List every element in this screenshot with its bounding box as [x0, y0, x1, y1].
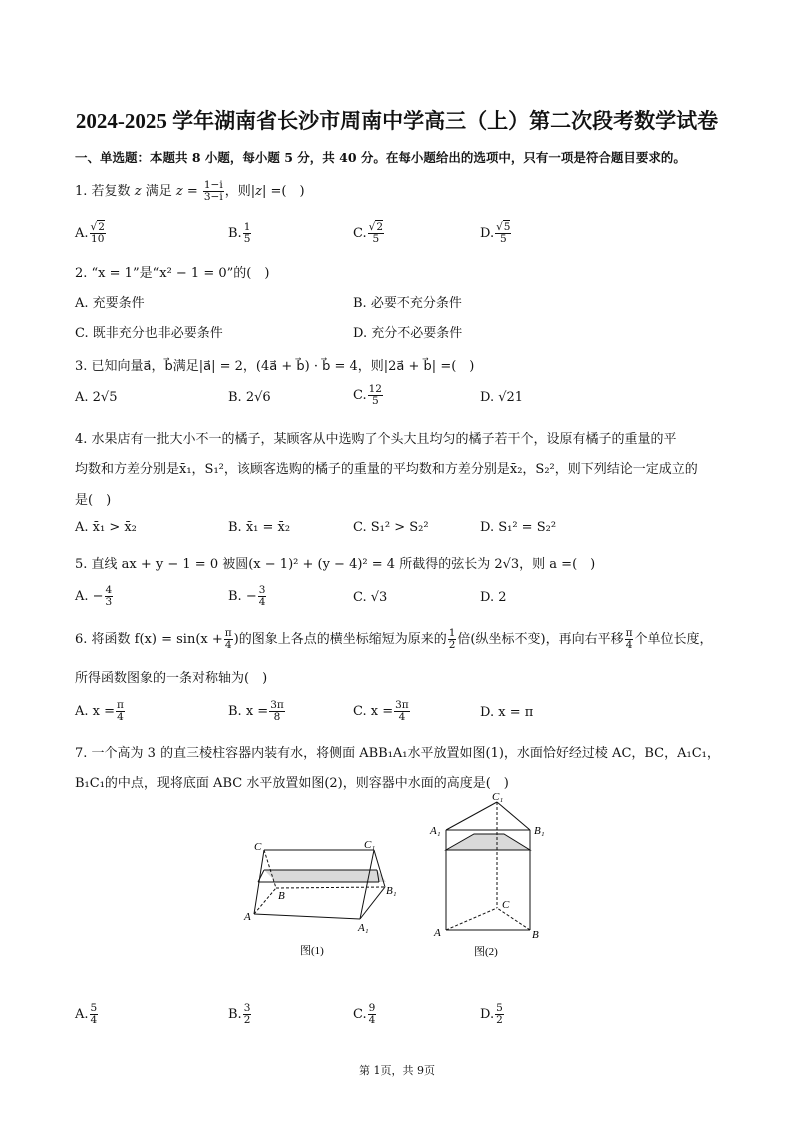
q3-option-d[interactable]: D. √21: [480, 390, 524, 405]
section-heading: 一、单选题：本题共 8 小题，每小题 5 分，共 40 分。在每小题给出的选项中，只有一项是符合题目要求的。: [75, 150, 686, 165]
q3-option-b[interactable]: B. 2√6: [228, 390, 271, 405]
q3-stem: 3. 已知向量a⃗，b⃗满足|a⃗| = 2，(4a⃗ + b⃗) · b⃗ = 4，则|2a⃗ + b⃗| =( ): [75, 359, 475, 374]
q2-stem: 2. “x = 1”是“x² − 1 = 0”的( ): [75, 266, 270, 281]
q1-option-a[interactable]: A. $\frac{√2}{10}$: [75, 221, 105, 245]
fig1-label-B: B: [278, 890, 285, 902]
q6-option-a[interactable]: A. x = $\frac{\pi}{4}$: [75, 699, 124, 723]
q4-option-a[interactable]: A. x̄₁ > x̄₂: [75, 520, 137, 535]
q3-option-a[interactable]: A. 2√5: [75, 390, 118, 405]
figure-2-prism: [426, 790, 556, 962]
q2-option-a[interactable]: A. 充要条件: [75, 296, 145, 311]
figure-1-prism: [236, 836, 406, 966]
q4-option-c[interactable]: C. S₁² > S₂²: [353, 520, 429, 535]
q4-line3: 是( ): [75, 493, 112, 508]
fig1-label-C1: C₁: [364, 839, 376, 851]
q5-stem: 5. 直线 ax + y − 1 = 0 被圆(x − 1)² + (y − 4)² = 4 所截得的弦长为 2√3，则 a =( ): [75, 557, 596, 572]
fig2-label-B: B: [532, 929, 539, 941]
fig1-label-B1: B₁: [386, 885, 397, 897]
q4-line2: 均数和方差分别是x̄₁，S₁²，该顾客选购的橘子的重量的平均数和方差分别是x̄₂，S₂²，则下列结论一定成立的: [75, 462, 698, 477]
q3-option-c[interactable]: C. $\frac{12}{5}$: [353, 383, 382, 407]
q6-option-c[interactable]: C. x = $\frac{3\pi}{4}$: [353, 699, 409, 723]
fig2-caption: 图(2): [474, 946, 498, 958]
fig1-caption: 图(1): [300, 945, 324, 957]
q5-option-d[interactable]: D. 2: [480, 590, 507, 605]
q7-option-c[interactable]: C. $\frac{9}{4}$: [353, 1002, 376, 1026]
q2-option-b[interactable]: B. 必要不充分条件: [353, 296, 462, 311]
q1-option-b[interactable]: B. $\frac{1}{5}$: [228, 221, 251, 245]
fig2-label-C1: C₁: [492, 791, 504, 803]
q7-option-a[interactable]: A. $\frac{5}{4}$: [75, 1002, 98, 1026]
fig2-water-surface: [446, 834, 530, 850]
q1-fraction: $\frac{1-i}{3-i}$: [203, 179, 223, 203]
fig1-label-A1: A₁: [358, 922, 369, 934]
q6-line2: 所得函数图象的一条对称轴为( ): [75, 671, 268, 686]
q4-option-d[interactable]: D. S₁² = S₂²: [480, 520, 557, 535]
fig2-label-A1: A₁: [430, 825, 441, 837]
fig2-label-C: C: [502, 899, 510, 911]
q1-option-c[interactable]: C. $\frac{√2}{5}$: [353, 221, 384, 245]
page-footer: 第 1页，共 9页: [359, 1064, 435, 1077]
q7-option-b[interactable]: B. $\frac{3}{2}$: [228, 1002, 251, 1026]
q7-line1: 7. 一个高为 3 的直三棱柱容器内装有水，将侧面 ABB₁A₁水平放置如图(1)，水面恰好经过棱 AC，BC，A₁C₁，: [75, 746, 720, 761]
q5-option-b[interactable]: B. − $\frac{3}{4}$: [228, 584, 266, 608]
fig1-label-A: A: [244, 911, 251, 923]
q4-line1: 4. 水果店有一批大小不一的橘子，某顾客从中选购了个头大且均匀的橘子若干个，设原有橘子的重量的平: [75, 432, 677, 447]
q2-option-c[interactable]: C. 既非充分也非必要条件: [75, 326, 223, 341]
q1-option-d[interactable]: D. $\frac{√5}{5}$: [480, 221, 511, 245]
q6-line1: 6. 将函数 f(x) = sin(x + $\frac{\pi}{4}$ )的图象上各点的横坐标缩短为原来的 $\frac{1}{2}$ 倍(纵坐标不变)，再向右平移 $\frac{\pi}{4}$ 个单位长度，: [75, 627, 713, 651]
q4-option-b[interactable]: B. x̄₁ = x̄₂: [228, 520, 291, 535]
q7-option-d[interactable]: D. $\frac{5}{2}$: [480, 1002, 503, 1026]
fig1-label-C: C: [254, 841, 262, 853]
page-title: 2024-2025 学年湖南省长沙市周南中学高三（上）第二次段考数学试卷: [75, 109, 719, 133]
q7-line2: B₁C₁的中点，现将底面 ABC 水平放置如图(2)，则容器中水面的高度是( ): [75, 776, 509, 791]
fig2-label-B1: B₁: [534, 825, 545, 837]
q1-stem: 1. 若复数 z 满足 z = $\frac{1-i}{3-i}$ ，则|z| =( ): [75, 179, 305, 203]
q2-option-d[interactable]: D. 充分不必要条件: [353, 326, 463, 341]
q6-option-b[interactable]: B. x = $\frac{3\pi}{8}$: [228, 699, 284, 723]
q6-option-d[interactable]: D. x = π: [480, 705, 534, 720]
q5-option-a[interactable]: A. − $\frac{4}{3}$: [75, 584, 113, 608]
fig2-label-A: A: [434, 927, 441, 939]
q5-option-c[interactable]: C. √3: [353, 590, 388, 605]
